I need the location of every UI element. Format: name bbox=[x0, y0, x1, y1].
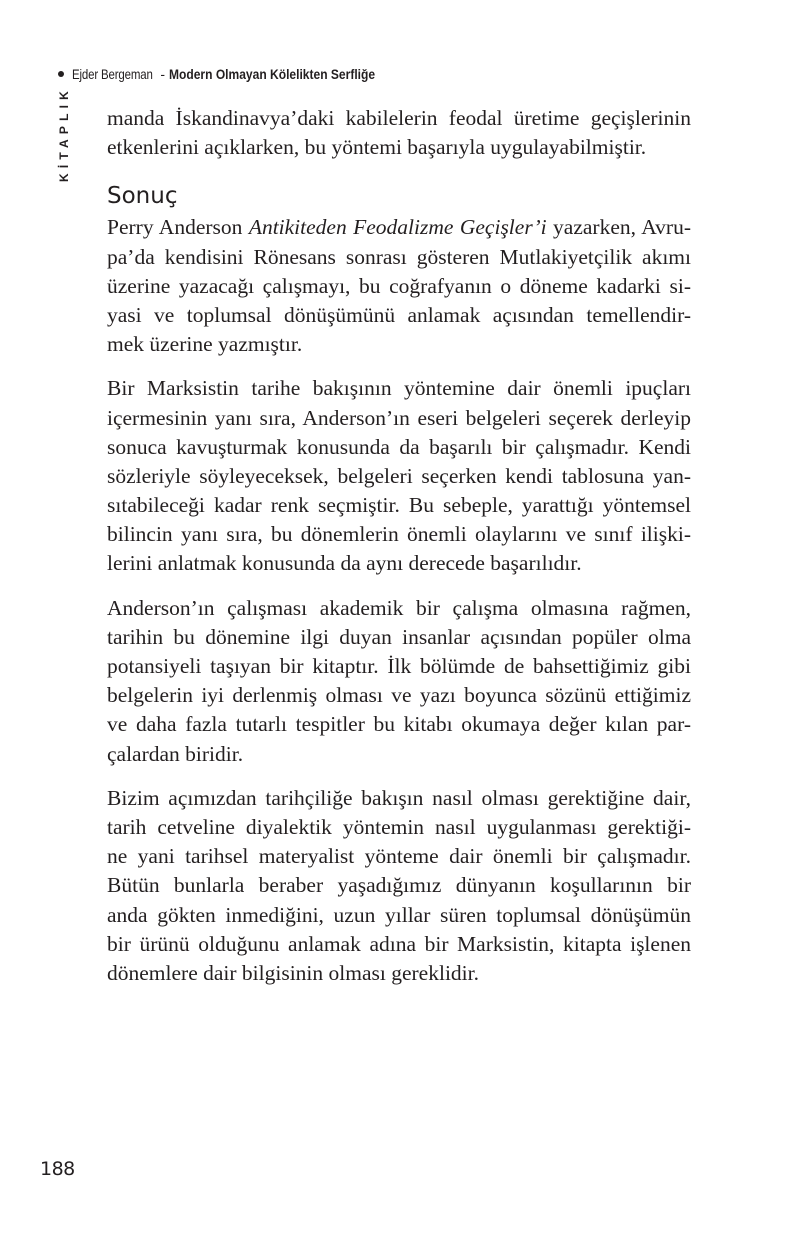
text-line: bir ürünü olduğunu anlamak adına bir Marksistin, kitapta işlenen bbox=[107, 931, 691, 956]
body-paragraph bbox=[107, 374, 691, 578]
book-title-italic: Antikiteden Feodalizme Geçişler’i bbox=[248, 215, 547, 240]
text-line: etkenlerini açıklarken, bu yöntemi başarıyla uygulayabilmiştir. bbox=[107, 135, 647, 160]
text-line: çalardan biridir. bbox=[107, 741, 244, 766]
header-author: Ejder Bergeman bbox=[72, 66, 153, 82]
text-line: belgelerin iyi derlenmiş olması ve yazı boyunca sözünü ettiğimiz bbox=[107, 683, 691, 708]
bullet-icon bbox=[58, 71, 64, 77]
text-line: lerini anlatmak konusunda da aynı derecede başarılıdır. bbox=[107, 551, 582, 576]
text-line: bilincin yanı sıra, bu dönemlerin önemli olaylarını ve sınıf ilişki- bbox=[107, 522, 691, 547]
section-title: Sonuç bbox=[107, 183, 178, 210]
paragraphs-container bbox=[107, 213, 691, 988]
header-separator: - bbox=[160, 66, 166, 82]
text-line: ne yani tarihsel materyalist yönteme dair önemli bir çalışmadır. bbox=[107, 844, 691, 869]
text-line: sözleriyle söyleyeceksek, belgeleri seçerken kendi tablosuna yan- bbox=[107, 463, 691, 488]
body-paragraph bbox=[107, 594, 691, 769]
text-line: sonuca kavuşturmak konusunda da başarılı bir çalışmadır. Kendi bbox=[107, 434, 691, 459]
text-line: anda gökten inmediğini, uzun yıllar süren toplumsal dönüşümün bbox=[107, 902, 691, 927]
text-line: Bizim açımızdan tarihçiliğe bakışın nasıl olması gerektiğine dair, bbox=[107, 785, 691, 810]
text-line: ve daha fazla tutarlı tespitler bu kitabı okumaya değer kılan par- bbox=[107, 712, 691, 737]
page-body bbox=[107, 104, 691, 988]
text-line: tarih cetveline diyalektik yöntemin nasıl uygulanması gerektiği- bbox=[107, 814, 691, 839]
text-line bbox=[107, 213, 691, 242]
text-line: potansiyeli taşıyan bir kitaptır. İlk bölümde de bahsettiğimiz gibi bbox=[107, 654, 691, 678]
text-line: Anderson’ın çalışması akademik bir çalışma olmasına rağmen, bbox=[107, 595, 691, 620]
text-fragment: yazarken, Avru- bbox=[546, 215, 691, 240]
text-line: manda İskandinavya’daki kabilelerin feodal üretime geçişlerinin bbox=[107, 106, 691, 130]
text-line: sıtabileceği kadar renk seçmiştir. Bu sebeple, yarattığı yöntemsel bbox=[107, 493, 691, 518]
text-line: pa’da kendisini Rönesans sonrası gösteren Mutlakiyetçilik akımı bbox=[107, 244, 691, 269]
running-header bbox=[58, 64, 409, 84]
text-line: yasi ve toplumsal dönüşümünü anlamak açısından temellendir- bbox=[107, 302, 691, 327]
page-number: 188 bbox=[40, 1158, 75, 1180]
text-fragment: Perry Anderson bbox=[107, 215, 249, 240]
header-book-title: Modern Olmayan Kölelikten Serfliğe bbox=[169, 66, 376, 82]
intro-paragraph bbox=[107, 104, 691, 162]
text-line: tarihin bu dönemine ilgi duyan insanlar açısından popüler olma bbox=[107, 624, 691, 649]
body-paragraph bbox=[107, 784, 691, 988]
text-line: içermesinin yanı sıra, Anderson’ın eseri belgeleri seçerek derleyip bbox=[107, 405, 691, 430]
text-line: Bütün bunlarla beraber yaşadığımız dünyanın koşullarının bir bbox=[107, 873, 691, 898]
text-line: mek üzerine yazmıştır. bbox=[107, 332, 303, 357]
body-paragraph bbox=[107, 213, 691, 359]
side-section-label: KİTAPLIK bbox=[57, 85, 71, 182]
text-line: Bir Marksistin tarihe bakışının yöntemine dair önemli ipuçları bbox=[107, 376, 691, 401]
text-line: üzerine yazacağı çalışmayı, bu coğrafyanın o döneme kadarki si- bbox=[107, 273, 691, 298]
text-line: dönemlere dair bilgisinin olması gereklidir. bbox=[107, 960, 479, 985]
